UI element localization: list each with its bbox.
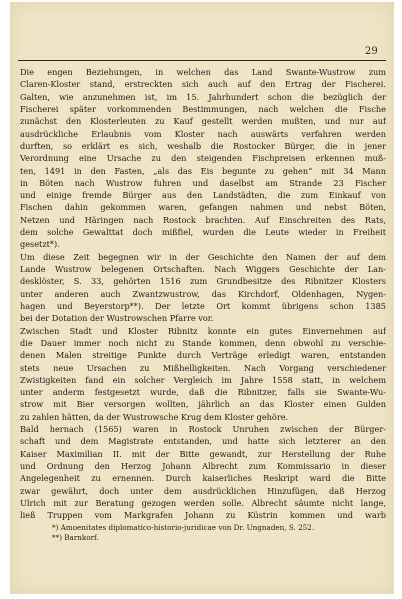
- book-page: [10, 2, 394, 594]
- text-line: Bald hernach (1565) waren in Rostock Unruhen zwischen der Bürger-: [20, 424, 386, 435]
- text-line: Fischerei später vorkommenden Bestimmungen, nach welchen die Fische: [20, 103, 386, 114]
- text-line: stets neue Ursachen zu Mißhelligkeiten. Nach Vorgang verschiedener: [20, 362, 386, 373]
- text-line: Um diese Zeit begegnen wir in der Geschichte den Namen der auf dem: [20, 251, 386, 262]
- text-line: zu zahlen hätten, da der Wustrowsche Krug dem Kloster gehöre.: [20, 411, 289, 422]
- text-line: Zwischen Stadt und Kloster Ribnitz konnte ein gutes Einvernehmen auf: [20, 325, 386, 336]
- text-line: Galten, wie anzunehmen ist, im 15. Jahrhundert schon die bezüglich der: [20, 91, 386, 102]
- text-line: die Dauer immer noch nicht zu Stande kommen, denn obwohl zu verschie-: [20, 337, 386, 348]
- text-line: und einige fremde Bürger aus den Landstädten, die zum Einkauf von: [20, 190, 386, 201]
- text-line: Verordnung eine Ursache zu den steigenden Fischpreisen erkennen muß-: [20, 153, 386, 164]
- text-line: Fischen dahin gekommen waren, gefangen nahmen und nebst Böten,: [20, 202, 386, 213]
- text-line: ten, 1491 in den Fasten, „als das Eis begunte zu gehen“ mit 34 Mann: [20, 165, 386, 176]
- footnotes: [52, 523, 314, 543]
- text-line: unter anderen auch Zwantzwustrow, das Kirchdorf, Oldenhagen, Nygen-: [20, 288, 386, 299]
- text-line: durften, so erklärt es sich, weshalb die Rostocker Bürger, die in jener: [20, 140, 386, 151]
- text-line: zwar gewährt, doch unter dem ausdrücklichen Hinzufügen, daß Herzog: [20, 485, 386, 496]
- text-line: Claren-Kloster stand, erstreckten sich auch auf den Ertrag der Fischerei.: [20, 79, 386, 90]
- text-line: in Böten nach Wustrow fuhren und daselbst am Strande 23 Fischer: [20, 177, 386, 188]
- text-line: hagen und Beyerstorp**). Der letzte Ort kommt übrigens schon 1385: [20, 300, 386, 311]
- text-line: Zwistigkeiten fand ein solcher Vergleich im Jahre 1558 statt, in welchem: [20, 374, 386, 385]
- text-line: und Ordnung den Herzog Johann Albrecht zum Kommissario in dieser: [20, 461, 386, 471]
- text-line: Angelegenheit zu ernennen. Durch kaiserliches Reskript ward die Bitte: [20, 473, 386, 484]
- text-line: dem solche Gewalttat doch mißfiel, wurden die Leute wieder in Freiheit: [20, 227, 386, 238]
- text-line: Netzen und Häringen nach Rostock brachten. Auf Einschreiten des Rats,: [20, 214, 386, 225]
- text-line: Kaiser Maximilian II. mit der Bitte gewandt, zur Herstellung der Ruhe: [20, 448, 386, 459]
- text-line: Ulrich mit zur Beratung gezogen werden solle. Albrecht säumte nicht lange,: [20, 497, 386, 508]
- text-line: strow mit Bier versorgen wollten, jährlich an das Kloster einen Gulden: [20, 399, 386, 410]
- text-line: unter anderm festgesetzt wurde, daß die Ribnitzer, falls sie Swante-Wu-: [20, 387, 386, 398]
- text-line: Lande Wustrow belegenen Ortschaften. Nach Wiggers Geschichte der Lan-: [20, 264, 386, 274]
- text-line: schaft und dem Magistrate entstanden, und hatte sich letzterer an den: [20, 436, 386, 447]
- footnote: **) Barnkorf.: [52, 533, 99, 542]
- text-line: bei der Dotation der Wustrowschen Pfarre vor.: [20, 313, 214, 324]
- text-line: Die engen Beziehungen, in welchen das Land Swante-Wustrow zum: [20, 67, 386, 77]
- page-number: 29: [364, 46, 378, 57]
- text-line: desklöster, S. 33, gehörten 1516 zum Grundbesitze des Ribnitzer Klosters: [20, 276, 386, 287]
- header-rule: [18, 60, 386, 61]
- text-line: zunächst den Klosterleuten zu Kauf gestellt werden mußten, und nur auf: [20, 116, 386, 127]
- text-line: ließ Truppen vom Markgrafen Johann zu Küstrin kommen und warb: [20, 510, 386, 521]
- footnote: *) Amoenitates diplomatico-historio-juridicae von Dr. Ungnaden, S. 252.: [52, 523, 315, 532]
- text-line: gesetzt*).: [20, 239, 60, 250]
- text-line: denen Malen streitige Punkte durch Verträge erledigt waren, entstanden: [20, 350, 386, 361]
- body-text: [20, 66, 386, 522]
- text-line: ausdrückliche Erlaubnis vom Kloster nach auswärts verfahren werden: [20, 128, 386, 139]
